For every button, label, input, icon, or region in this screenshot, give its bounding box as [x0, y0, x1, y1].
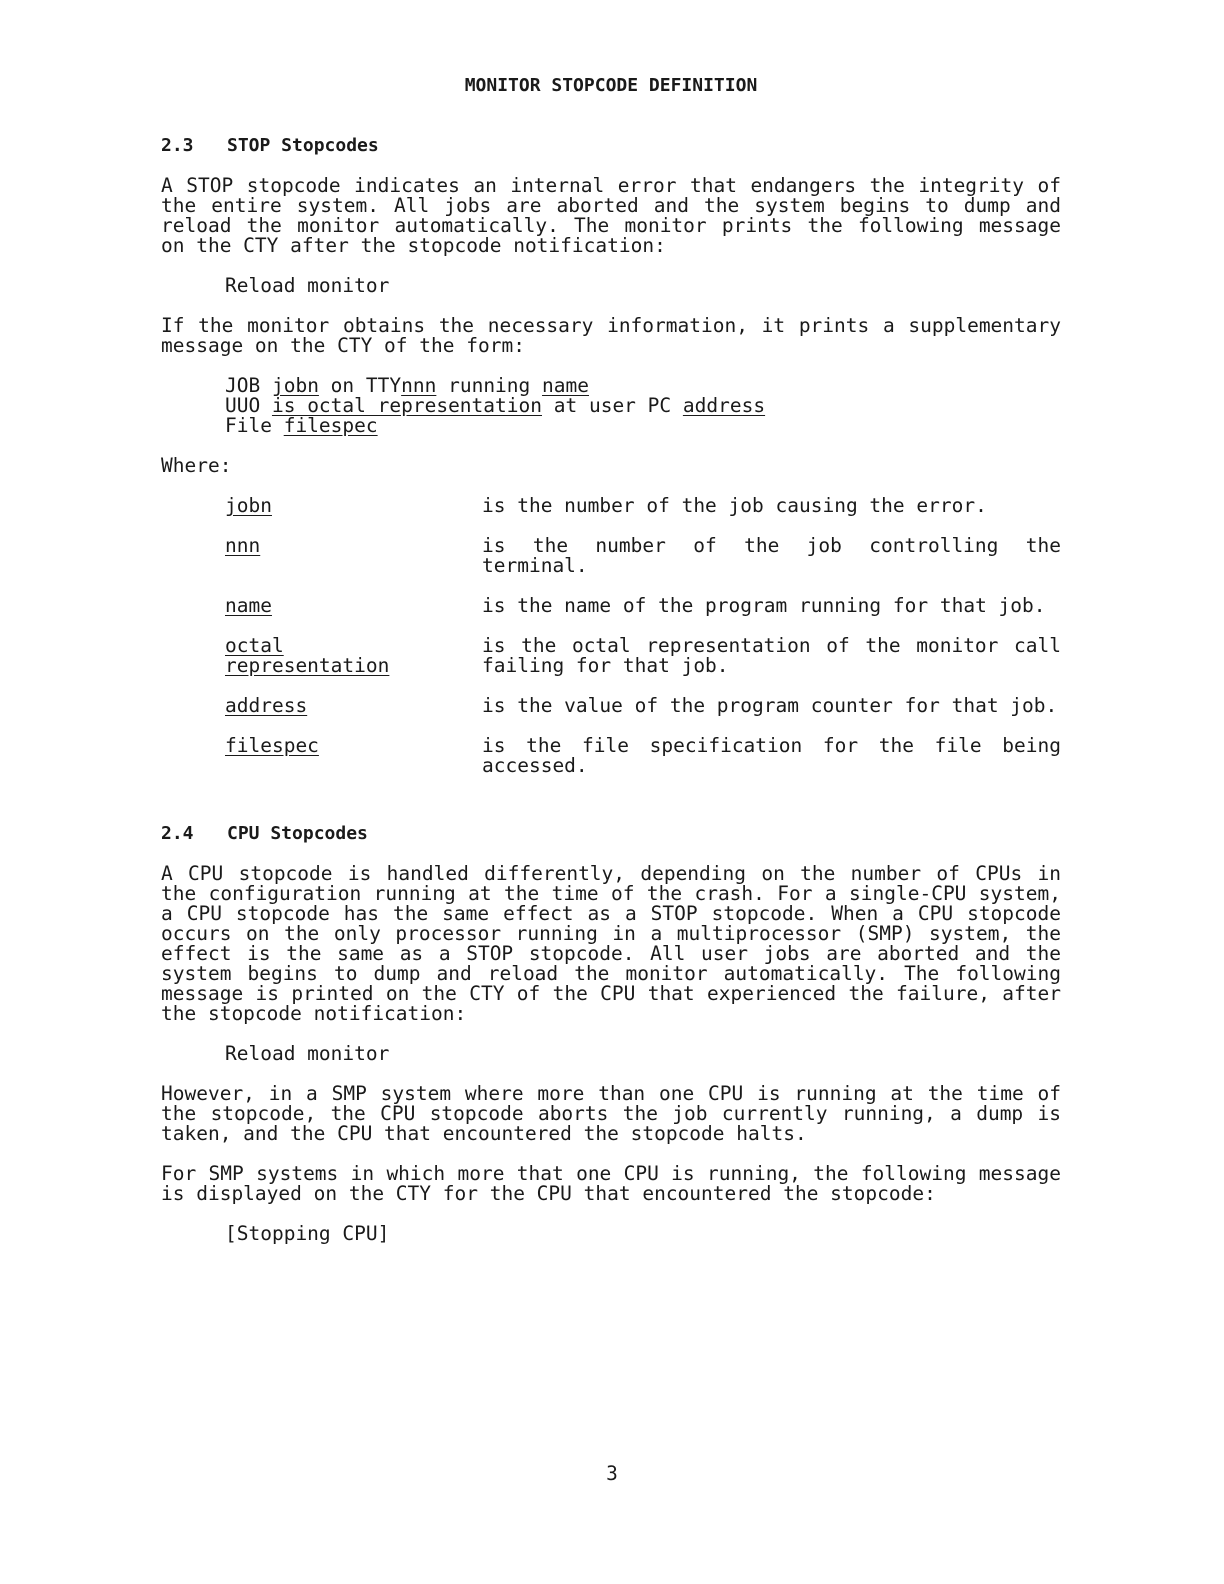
definition-item: [225, 736, 1061, 776]
section-heading-stop: [161, 136, 1061, 156]
definition-term: jobn: [225, 494, 272, 517]
reload-message: Reload monitor: [225, 274, 390, 297]
section-number: 2.4: [161, 823, 194, 844]
definition-list: [225, 496, 1061, 776]
definition-term: nnn: [225, 534, 261, 557]
paragraph: A STOP stopcode indicates an internal error that endangers the integrity of the entire system. All jobs are aborted and the system begins to dump and reload the monitor automatically. The monitor prints the following message on the CTY after the stopcode notification:: [161, 174, 1061, 257]
definition-term: address: [225, 694, 308, 717]
definition-item: [225, 636, 1061, 676]
message-line-3: File filespec: [225, 414, 378, 437]
section-heading-cpu: [161, 824, 1061, 844]
definition-term: octal representation: [225, 634, 390, 677]
definition-term: name: [225, 594, 272, 617]
definition-description: is the number of the job controlling the terminal.: [482, 534, 1061, 577]
definition-description: is the file specification for the file being accessed.: [482, 734, 1061, 777]
page-header: MONITOR STOPCODE DEFINITION: [464, 75, 758, 96]
paragraph: For SMP systems in which more that one CPU is running, the following message is displayed on the CTY for the CPU that encountered the stopcode:: [161, 1162, 1061, 1205]
message-line-2: UUO is octal representation at user PC address: [225, 394, 766, 417]
where-label: Where:: [161, 454, 232, 477]
definition-item: [225, 596, 1061, 616]
supplementary-message: [225, 376, 1061, 436]
definition-item: [225, 536, 1061, 576]
paragraph: However, in a SMP system where more than one CPU is running at the time of the stopcode, the CPU stopcode aborts the job currently running, a dump is taken, and the CPU that encountered the stopcode halts.: [161, 1082, 1061, 1145]
definition-term: filespec: [225, 734, 319, 757]
section-number: 2.3: [161, 135, 194, 156]
stopping-cpu-message: [Stopping CPU]: [225, 1222, 390, 1245]
reload-message: Reload monitor: [225, 1042, 390, 1065]
document-page: [161, 76, 1061, 1264]
paragraph: If the monitor obtains the necessary information, it prints a supplementary message on the CTY of the form:: [161, 314, 1061, 357]
section-title: CPU Stopcodes: [227, 823, 368, 844]
definition-item: [225, 496, 1061, 516]
definition-description: is the name of the program running for that job.: [482, 594, 1046, 617]
paragraph: A CPU stopcode is handled differently, depending on the number of CPUs in the configuration running at the time of the crash. For a single-CPU system, a CPU stopcode has the same effect as a STOP stopcode. When a CPU stopcode occurs on the only processor running in a multiprocessor (SMP) system, the effect is the same as a STOP stopcode. All user jobs are aborted and the system begins to dump and reload the monitor automatically. The following message is printed on the CTY of the CPU that experienced the failure, after the stopcode notification:: [161, 862, 1061, 1025]
definition-description: is the octal representation of the monitor call failing for that job.: [482, 634, 1061, 677]
definition-item: [225, 696, 1061, 716]
section-title: STOP Stopcodes: [227, 135, 379, 156]
definition-description: is the number of the job causing the error.: [482, 494, 987, 517]
definition-description: is the value of the program counter for that job.: [482, 694, 1058, 717]
page-number: 3: [606, 1462, 618, 1485]
message-line-1: JOB jobn on TTYnnn running name: [225, 374, 589, 397]
